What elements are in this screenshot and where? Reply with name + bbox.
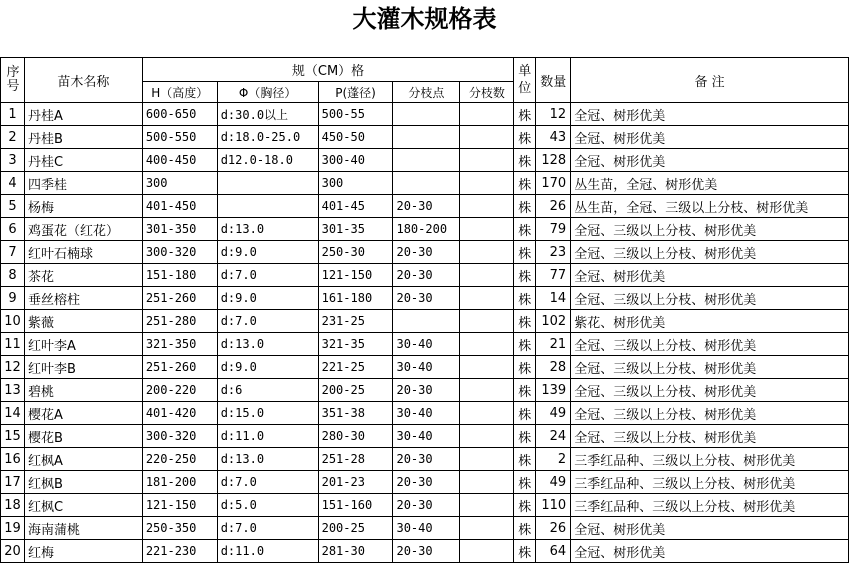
- seq-cell: 12: [1, 356, 25, 379]
- unit-cell: 株: [514, 241, 536, 264]
- crown-cell: 121-150: [318, 264, 393, 287]
- height-cell: 300: [142, 172, 217, 195]
- table-row: [1, 517, 849, 540]
- branch-point-cell: [393, 310, 460, 333]
- header-seq: 序号: [1, 58, 25, 103]
- unit-cell: 株: [514, 494, 536, 517]
- branch-count-cell: [460, 195, 514, 218]
- note-cell: 全冠、树形优美: [571, 126, 849, 149]
- branch-count-cell: [460, 264, 514, 287]
- name-cell: 四季桂: [24, 172, 142, 195]
- unit-cell: 株: [514, 172, 536, 195]
- branch-point-cell: 30-40: [393, 402, 460, 425]
- diameter-cell: d:18.0-25.0: [217, 126, 318, 149]
- height-cell: 401-450: [142, 195, 217, 218]
- table-row: [1, 172, 849, 195]
- height-cell: 500-550: [142, 126, 217, 149]
- header-name: 苗木名称: [24, 58, 142, 103]
- branch-point-cell: 30-40: [393, 425, 460, 448]
- branch-count-cell: [460, 517, 514, 540]
- height-cell: 151-180: [142, 264, 217, 287]
- qty-cell: 49: [536, 471, 571, 494]
- crown-cell: 500-55: [318, 103, 393, 126]
- name-cell: 红梅: [24, 540, 142, 563]
- note-cell: 全冠、三级以上分枝、树形优美: [571, 287, 849, 310]
- name-cell: 红枫B: [24, 471, 142, 494]
- name-cell: 红叶石楠球: [24, 241, 142, 264]
- seq-cell: 3: [1, 149, 25, 172]
- qty-cell: 128: [536, 149, 571, 172]
- seq-cell: 5: [1, 195, 25, 218]
- seq-cell: 11: [1, 333, 25, 356]
- seq-cell: 18: [1, 494, 25, 517]
- branch-count-cell: [460, 540, 514, 563]
- diameter-cell: d:7.0: [217, 517, 318, 540]
- branch-point-cell: 20-30: [393, 494, 460, 517]
- qty-cell: 28: [536, 356, 571, 379]
- unit-cell: 株: [514, 126, 536, 149]
- height-cell: 250-350: [142, 517, 217, 540]
- name-cell: 杨梅: [24, 195, 142, 218]
- diameter-cell: d:9.0: [217, 356, 318, 379]
- diameter-cell: d:6: [217, 379, 318, 402]
- crown-cell: 321-35: [318, 333, 393, 356]
- qty-cell: 49: [536, 402, 571, 425]
- crown-cell: 201-23: [318, 471, 393, 494]
- seq-cell: 6: [1, 218, 25, 241]
- note-cell: 全冠、三级以上分枝、树形优美: [571, 333, 849, 356]
- name-cell: 红枫C: [24, 494, 142, 517]
- seq-cell: 16: [1, 448, 25, 471]
- qty-cell: 26: [536, 195, 571, 218]
- table-row: [1, 149, 849, 172]
- table-row: [1, 333, 849, 356]
- crown-cell: 351-38: [318, 402, 393, 425]
- diameter-cell: d:7.0: [217, 264, 318, 287]
- table-row: [1, 540, 849, 563]
- diameter-cell: [217, 172, 318, 195]
- crown-cell: 200-25: [318, 517, 393, 540]
- unit-cell: 株: [514, 218, 536, 241]
- seq-cell: 15: [1, 425, 25, 448]
- note-cell: 三季红品种、三级以上分枝、树形优美: [571, 448, 849, 471]
- unit-cell: 株: [514, 287, 536, 310]
- qty-cell: 21: [536, 333, 571, 356]
- qty-cell: 24: [536, 425, 571, 448]
- seq-cell: 20: [1, 540, 25, 563]
- note-cell: 全冠、树形优美: [571, 264, 849, 287]
- branch-point-cell: 20-30: [393, 540, 460, 563]
- crown-cell: 231-25: [318, 310, 393, 333]
- diameter-cell: d:13.0: [217, 218, 318, 241]
- seq-cell: 4: [1, 172, 25, 195]
- unit-cell: 株: [514, 195, 536, 218]
- branch-count-cell: [460, 448, 514, 471]
- table-row: [1, 471, 849, 494]
- branch-count-cell: [460, 126, 514, 149]
- unit-cell: 株: [514, 517, 536, 540]
- unit-cell: 株: [514, 540, 536, 563]
- table-row: [1, 379, 849, 402]
- note-cell: 全冠、三级以上分枝、树形优美: [571, 356, 849, 379]
- height-cell: 300-320: [142, 241, 217, 264]
- height-cell: 121-150: [142, 494, 217, 517]
- note-cell: 全冠、树形优美: [571, 149, 849, 172]
- branch-point-cell: 180-200: [393, 218, 460, 241]
- table-row: [1, 402, 849, 425]
- seq-cell: 2: [1, 126, 25, 149]
- qty-cell: 26: [536, 517, 571, 540]
- name-cell: 垂丝榕柱: [24, 287, 142, 310]
- table-row: [1, 356, 849, 379]
- note-cell: 全冠、三级以上分枝、树形优美: [571, 425, 849, 448]
- qty-cell: 23: [536, 241, 571, 264]
- name-cell: 丹桂C: [24, 149, 142, 172]
- diameter-cell: d:13.0: [217, 448, 318, 471]
- branch-point-cell: 20-30: [393, 264, 460, 287]
- seq-cell: 14: [1, 402, 25, 425]
- header-note: 备 注: [571, 58, 849, 103]
- diameter-cell: d12.0-18.0: [217, 149, 318, 172]
- qty-cell: 2: [536, 448, 571, 471]
- note-cell: 丛生苗，全冠、三级以上分枝、树形优美: [571, 195, 849, 218]
- seq-cell: 9: [1, 287, 25, 310]
- name-cell: 丹桂A: [24, 103, 142, 126]
- qty-cell: 79: [536, 218, 571, 241]
- diameter-cell: d:30.0以上: [217, 103, 318, 126]
- sheet-title: 大灌木规格表: [352, 4, 497, 33]
- branch-count-cell: [460, 333, 514, 356]
- table-row: [1, 264, 849, 287]
- note-cell: 三季红品种、三级以上分枝、树形优美: [571, 471, 849, 494]
- table-row: [1, 310, 849, 333]
- height-cell: 400-450: [142, 149, 217, 172]
- height-cell: 401-420: [142, 402, 217, 425]
- unit-cell: 株: [514, 379, 536, 402]
- qty-cell: 139: [536, 379, 571, 402]
- crown-cell: 401-45: [318, 195, 393, 218]
- note-cell: 全冠、树形优美: [571, 540, 849, 563]
- height-cell: 301-350: [142, 218, 217, 241]
- table-row: [1, 218, 849, 241]
- branch-point-cell: 20-30: [393, 241, 460, 264]
- seq-cell: 19: [1, 517, 25, 540]
- branch-point-cell: [393, 172, 460, 195]
- table-row: [1, 494, 849, 517]
- table-row: [1, 448, 849, 471]
- height-cell: 600-650: [142, 103, 217, 126]
- branch-point-cell: 30-40: [393, 517, 460, 540]
- diameter-cell: d:9.0: [217, 241, 318, 264]
- seq-cell: 8: [1, 264, 25, 287]
- branch-point-cell: 30-40: [393, 356, 460, 379]
- branch-count-cell: [460, 241, 514, 264]
- diameter-cell: d:5.0: [217, 494, 318, 517]
- name-cell: 红叶李A: [24, 333, 142, 356]
- height-cell: 251-280: [142, 310, 217, 333]
- crown-cell: 300-40: [318, 149, 393, 172]
- branch-point-cell: [393, 126, 460, 149]
- branch-point-cell: 30-40: [393, 333, 460, 356]
- unit-cell: 株: [514, 448, 536, 471]
- unit-cell: 株: [514, 356, 536, 379]
- branch-count-cell: [460, 310, 514, 333]
- note-cell: 全冠、三级以上分枝、树形优美: [571, 402, 849, 425]
- diameter-cell: d:7.0: [217, 310, 318, 333]
- seq-cell: 17: [1, 471, 25, 494]
- crown-cell: 251-28: [318, 448, 393, 471]
- note-cell: 丛生苗，全冠、树形优美: [571, 172, 849, 195]
- seq-cell: 7: [1, 241, 25, 264]
- qty-cell: 12: [536, 103, 571, 126]
- seq-cell: 1: [1, 103, 25, 126]
- name-cell: 茶花: [24, 264, 142, 287]
- header-height: H（高度）: [142, 82, 217, 103]
- name-cell: 红叶李B: [24, 356, 142, 379]
- note-cell: 三季红品种、三级以上分枝、树形优美: [571, 494, 849, 517]
- header-unit: 单位: [514, 58, 536, 103]
- branch-count-cell: [460, 103, 514, 126]
- branch-point-cell: 20-30: [393, 471, 460, 494]
- diameter-cell: [217, 195, 318, 218]
- name-cell: 海南蒲桃: [24, 517, 142, 540]
- seq-cell: 10: [1, 310, 25, 333]
- height-cell: 321-350: [142, 333, 217, 356]
- diameter-cell: d:11.0: [217, 425, 318, 448]
- branch-point-cell: 20-30: [393, 448, 460, 471]
- crown-cell: 300: [318, 172, 393, 195]
- unit-cell: 株: [514, 149, 536, 172]
- unit-cell: 株: [514, 425, 536, 448]
- branch-point-cell: 20-30: [393, 379, 460, 402]
- branch-point-cell: [393, 103, 460, 126]
- branch-count-cell: [460, 218, 514, 241]
- name-cell: 樱花B: [24, 425, 142, 448]
- qty-cell: 102: [536, 310, 571, 333]
- crown-cell: 281-30: [318, 540, 393, 563]
- table-row: [1, 287, 849, 310]
- header-branch-point: 分枝点: [393, 82, 460, 103]
- height-cell: 181-200: [142, 471, 217, 494]
- crown-cell: 301-35: [318, 218, 393, 241]
- height-cell: 221-230: [142, 540, 217, 563]
- note-cell: 紫花、树形优美: [571, 310, 849, 333]
- qty-cell: 110: [536, 494, 571, 517]
- table-row: [1, 195, 849, 218]
- unit-cell: 株: [514, 333, 536, 356]
- table-row: [1, 241, 849, 264]
- height-cell: 220-250: [142, 448, 217, 471]
- unit-cell: 株: [514, 402, 536, 425]
- note-cell: 全冠、树形优美: [571, 103, 849, 126]
- qty-cell: 43: [536, 126, 571, 149]
- spec-table: [0, 57, 849, 563]
- unit-cell: 株: [514, 310, 536, 333]
- name-cell: 碧桃: [24, 379, 142, 402]
- table-row: [1, 126, 849, 149]
- header-diameter: Φ（胸径）: [217, 82, 318, 103]
- qty-cell: 14: [536, 287, 571, 310]
- crown-cell: 221-25: [318, 356, 393, 379]
- name-cell: 鸡蛋花（红花）: [24, 218, 142, 241]
- note-cell: 全冠、三级以上分枝、树形优美: [571, 379, 849, 402]
- qty-cell: 77: [536, 264, 571, 287]
- note-cell: 全冠、三级以上分枝、树形优美: [571, 218, 849, 241]
- header-crown: P(蓬径): [318, 82, 393, 103]
- branch-point-cell: 20-30: [393, 195, 460, 218]
- note-cell: 全冠、三级以上分枝、树形优美: [571, 241, 849, 264]
- unit-cell: 株: [514, 103, 536, 126]
- branch-count-cell: [460, 287, 514, 310]
- height-cell: 200-220: [142, 379, 217, 402]
- branch-count-cell: [460, 356, 514, 379]
- name-cell: 红枫A: [24, 448, 142, 471]
- branch-count-cell: [460, 494, 514, 517]
- diameter-cell: d:13.0: [217, 333, 318, 356]
- table-row: [1, 425, 849, 448]
- diameter-cell: d:15.0: [217, 402, 318, 425]
- branch-count-cell: [460, 172, 514, 195]
- crown-cell: 161-180: [318, 287, 393, 310]
- height-cell: 300-320: [142, 425, 217, 448]
- name-cell: 紫薇: [24, 310, 142, 333]
- diameter-cell: d:11.0: [217, 540, 318, 563]
- header-branch-count: 分枝数: [460, 82, 514, 103]
- crown-cell: 250-30: [318, 241, 393, 264]
- crown-cell: 151-160: [318, 494, 393, 517]
- branch-point-cell: 20-30: [393, 287, 460, 310]
- crown-cell: 450-50: [318, 126, 393, 149]
- unit-cell: 株: [514, 264, 536, 287]
- name-cell: 樱花A: [24, 402, 142, 425]
- branch-count-cell: [460, 471, 514, 494]
- crown-cell: 200-25: [318, 379, 393, 402]
- crown-cell: 280-30: [318, 425, 393, 448]
- branch-point-cell: [393, 149, 460, 172]
- branch-count-cell: [460, 425, 514, 448]
- height-cell: 251-260: [142, 356, 217, 379]
- branch-count-cell: [460, 379, 514, 402]
- branch-count-cell: [460, 149, 514, 172]
- name-cell: 丹桂B: [24, 126, 142, 149]
- unit-cell: 株: [514, 471, 536, 494]
- qty-cell: 170: [536, 172, 571, 195]
- header-spec: 规（CM）格: [142, 58, 513, 82]
- height-cell: 251-260: [142, 287, 217, 310]
- branch-count-cell: [460, 402, 514, 425]
- diameter-cell: d:7.0: [217, 471, 318, 494]
- seq-cell: 13: [1, 379, 25, 402]
- table-row: [1, 103, 849, 126]
- qty-cell: 64: [536, 540, 571, 563]
- note-cell: 全冠、树形优美: [571, 517, 849, 540]
- diameter-cell: d:9.0: [217, 287, 318, 310]
- header-qty: 数量: [536, 58, 571, 103]
